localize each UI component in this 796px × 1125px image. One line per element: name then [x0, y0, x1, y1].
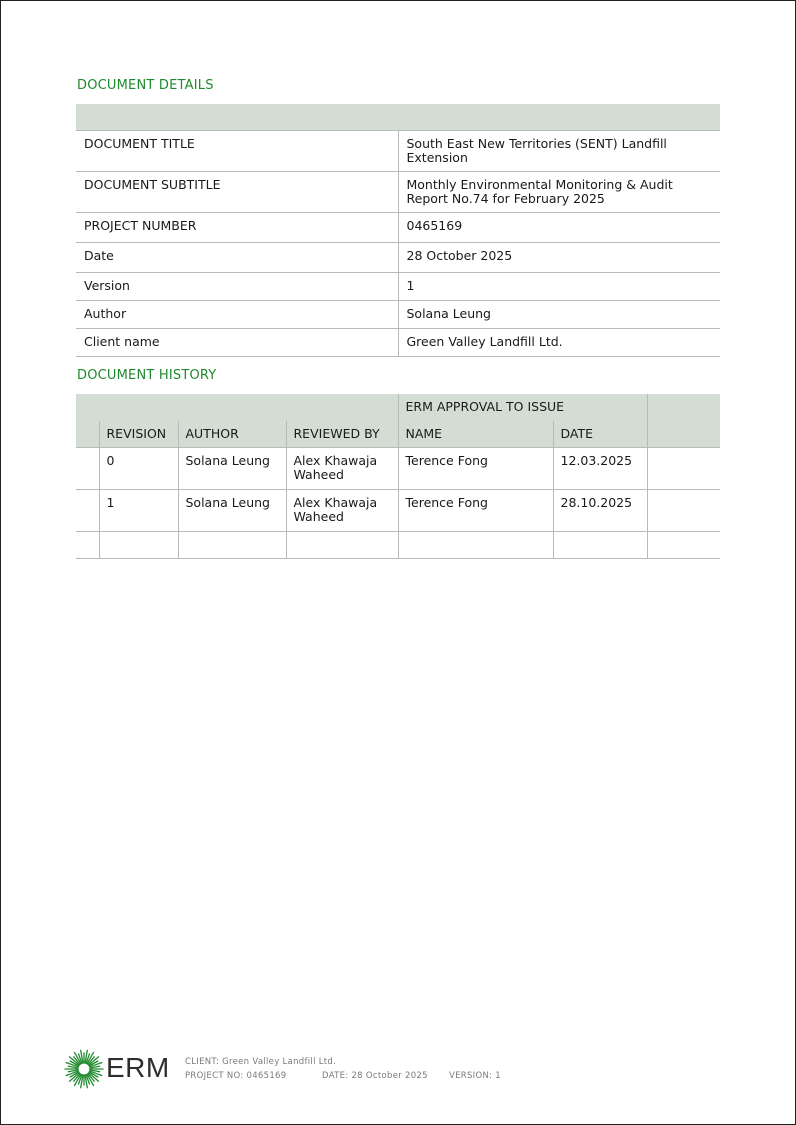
- detail-value: Solana Leung: [398, 301, 720, 329]
- reviewed-by-cell: Alex Khawaja Waheed: [286, 490, 398, 532]
- column-header-reviewed-by: REVIEWED BY: [286, 421, 398, 448]
- detail-label: Client name: [76, 329, 398, 357]
- column-header-name: NAME: [398, 421, 553, 448]
- revision-cell: 0: [99, 448, 178, 490]
- detail-value: 1: [398, 273, 720, 301]
- detail-label: DOCUMENT TITLE: [76, 131, 398, 172]
- column-header-revision: REVISION: [99, 421, 178, 448]
- approver-name-cell: Terence Fong: [398, 448, 553, 490]
- footer-client: CLIENT: Green Valley Landfill Ltd.: [185, 1057, 337, 1067]
- document-details-table: [76, 104, 720, 357]
- detail-label: PROJECT NUMBER: [76, 213, 398, 243]
- detail-label: Author: [76, 301, 398, 329]
- table-row: [76, 131, 720, 172]
- document-history-heading: DOCUMENT HISTORY: [77, 368, 217, 383]
- detail-label: DOCUMENT SUBTITLE: [76, 172, 398, 213]
- details-header-band: [76, 104, 720, 131]
- approval-date-cell: 12.03.2025: [553, 448, 647, 490]
- table-row: [76, 273, 720, 301]
- erm-sunburst-logo-icon: [64, 1049, 104, 1089]
- erm-logo-text: ERM: [106, 1052, 170, 1083]
- table-row: [76, 448, 720, 490]
- table-row: [76, 490, 720, 532]
- author-cell: Solana Leung: [178, 448, 286, 490]
- detail-label: Version: [76, 273, 398, 301]
- table-row: [76, 329, 720, 357]
- detail-value: 0465169: [398, 213, 720, 243]
- document-history-table: [76, 394, 720, 559]
- approval-header: ERM APPROVAL TO ISSUE: [398, 394, 647, 421]
- table-row: [76, 301, 720, 329]
- approver-name-cell: Terence Fong: [398, 490, 553, 532]
- empty-table-row: [76, 532, 720, 559]
- table-row: [76, 213, 720, 243]
- column-header-author: AUTHOR: [178, 421, 286, 448]
- detail-value: Monthly Environmental Monitoring & Audit Report No.74 for February 2025: [398, 172, 720, 213]
- detail-value: 28 October 2025: [398, 243, 720, 273]
- detail-value: South East New Territories (SENT) Landfill Extension: [398, 131, 720, 172]
- footer-date: DATE: 28 October 2025: [322, 1071, 428, 1081]
- approval-date-cell: 28.10.2025: [553, 490, 647, 532]
- column-header-date: DATE: [553, 421, 647, 448]
- table-row: [76, 243, 720, 273]
- reviewed-by-cell: Alex Khawaja Waheed: [286, 448, 398, 490]
- document-details-heading: DOCUMENT DETAILS: [77, 78, 214, 93]
- detail-value: Green Valley Landfill Ltd.: [398, 329, 720, 357]
- footer-project-number: PROJECT NO: 0465169: [185, 1071, 287, 1081]
- history-header-row-1: [76, 394, 720, 421]
- detail-label: Date: [76, 243, 398, 273]
- history-header-row-2: [76, 421, 720, 448]
- footer-version: VERSION: 1: [449, 1071, 502, 1081]
- table-row: [76, 172, 720, 213]
- author-cell: Solana Leung: [178, 490, 286, 532]
- revision-cell: 1: [99, 490, 178, 532]
